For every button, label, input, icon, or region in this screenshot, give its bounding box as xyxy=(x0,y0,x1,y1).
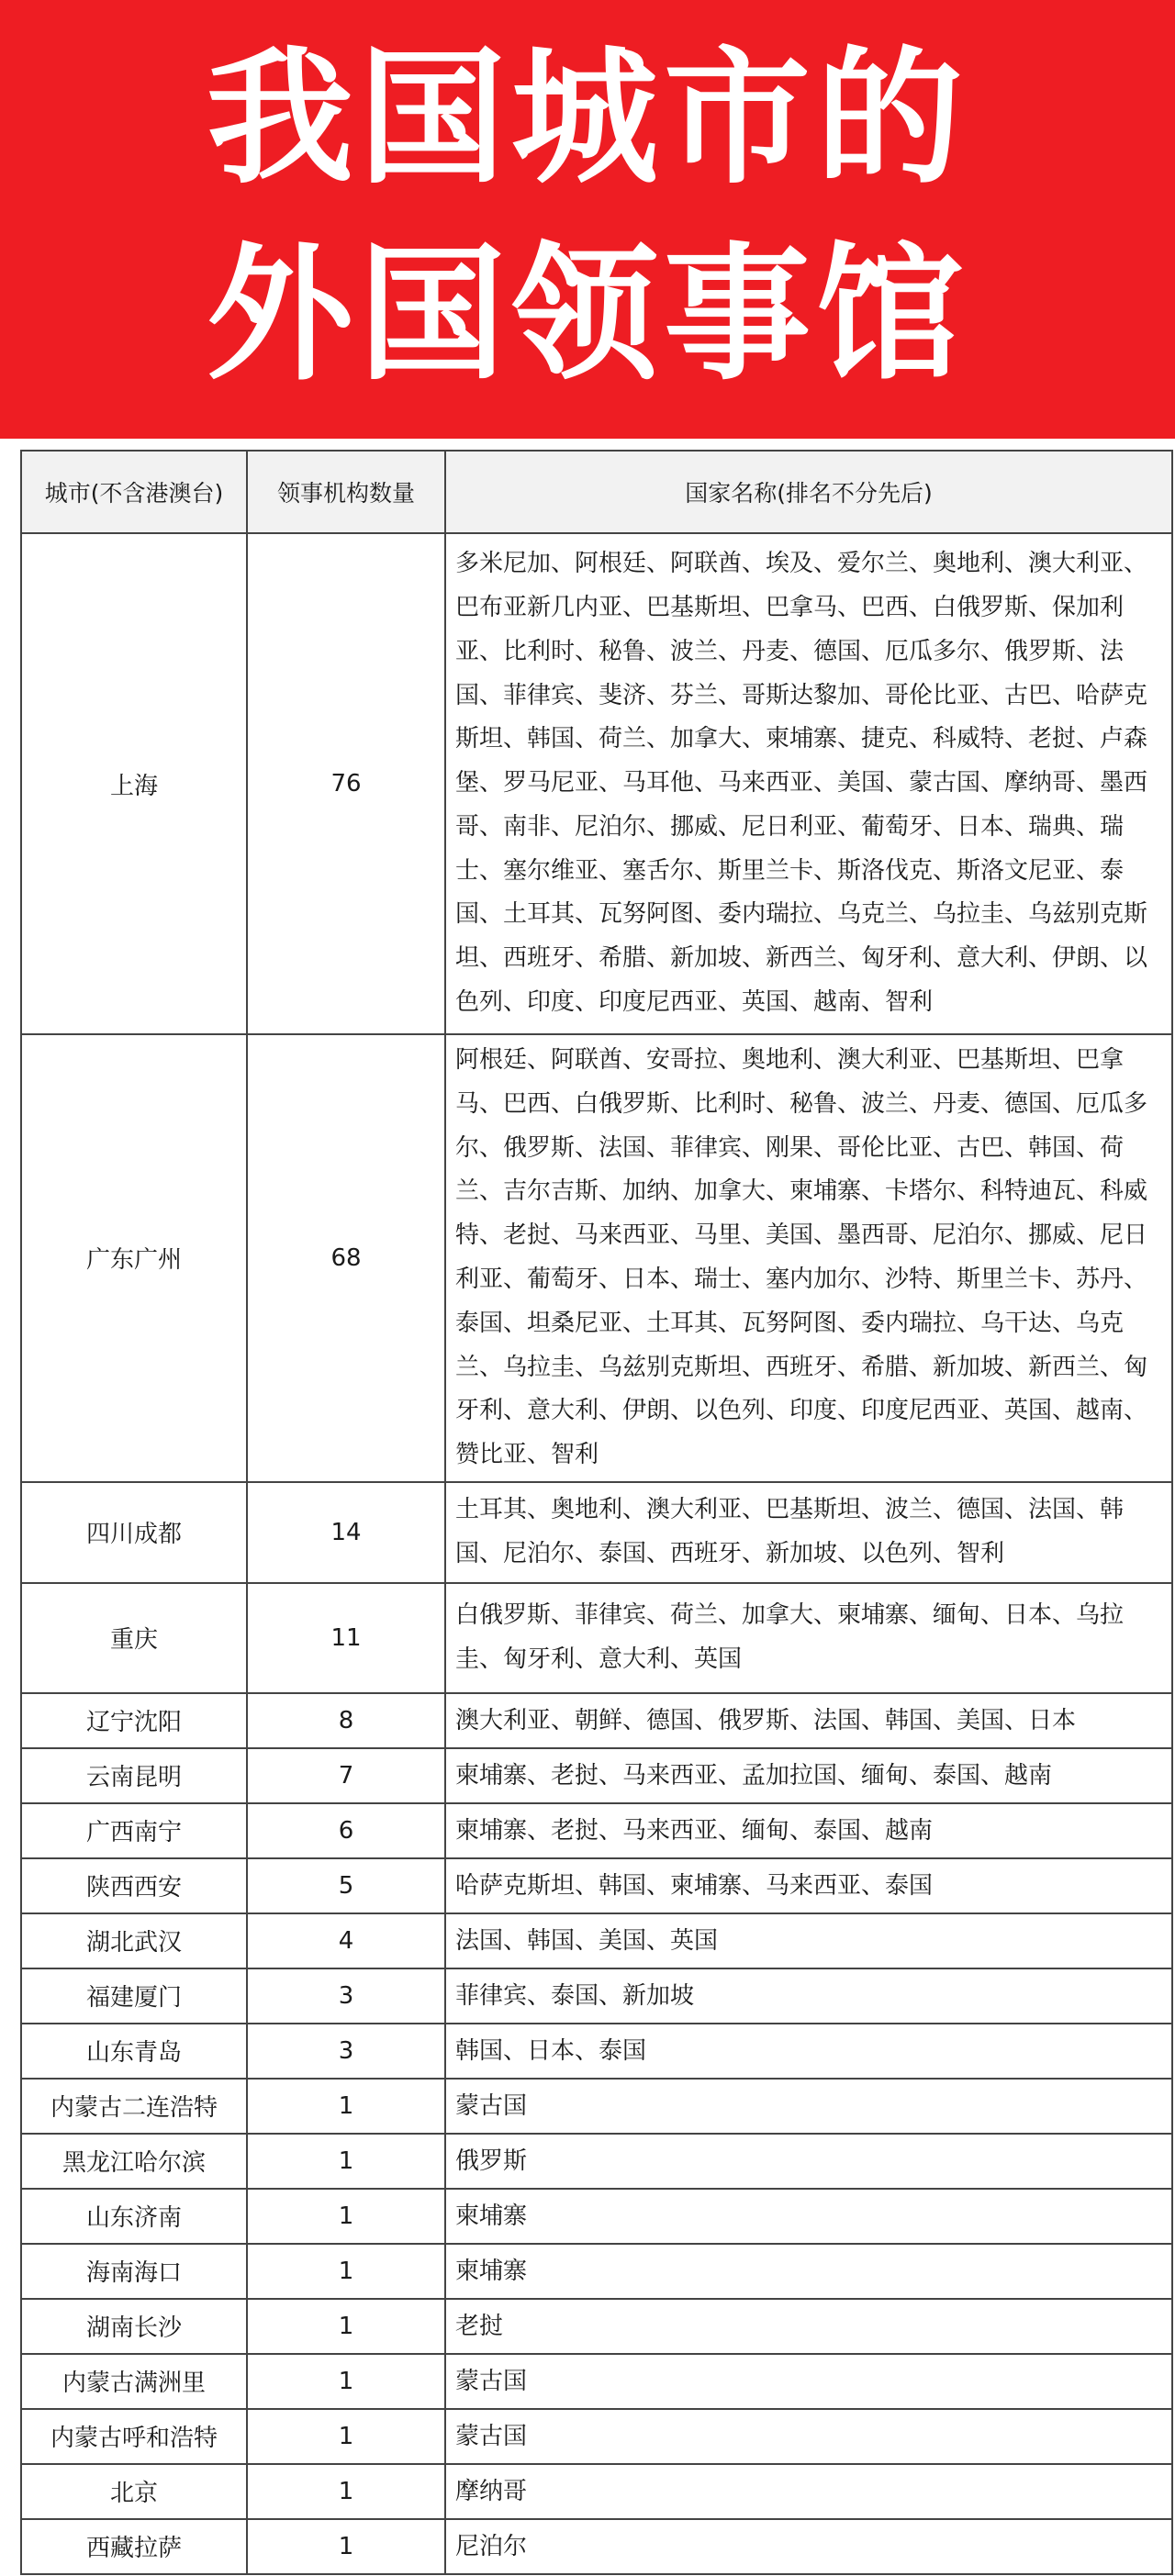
table-row xyxy=(21,1034,1172,1482)
count-cell: 1 xyxy=(247,2464,445,2519)
city-cell: 四川成都 xyxy=(21,1482,247,1583)
count-cell: 68 xyxy=(247,1034,445,1482)
countries-cell: 哈萨克斯坦、韩国、柬埔寨、马来西亚、泰国 xyxy=(445,1858,1172,1913)
countries-cell: 蒙古国 xyxy=(445,2354,1172,2409)
countries-cell: 俄罗斯 xyxy=(445,2134,1172,2189)
count-cell: 1 xyxy=(247,2134,445,2189)
countries-cell: 土耳其、奥地利、澳大利亚、巴基斯坦、波兰、德国、法国、韩国、尼泊尔、泰国、西班牙、新加坡、以色列、智利 xyxy=(445,1482,1172,1583)
count-cell: 1 xyxy=(247,2354,445,2409)
city-cell: 陕西西安 xyxy=(21,1858,247,1913)
city-cell: 广东广州 xyxy=(21,1034,247,1482)
countries-cell: 柬埔寨、老挝、马来西亚、缅甸、泰国、越南 xyxy=(445,1803,1172,1858)
city-cell: 内蒙古二连浩特 xyxy=(21,2079,247,2134)
count-cell: 1 xyxy=(247,2079,445,2134)
count-cell: 6 xyxy=(247,1803,445,1858)
consulate-table-wrapper xyxy=(20,450,1171,2575)
count-cell: 1 xyxy=(247,2189,445,2244)
countries-cell: 阿根廷、阿联酋、安哥拉、奥地利、澳大利亚、巴基斯坦、巴拿马、巴西、白俄罗斯、比利时、秘鲁、波兰、丹麦、德国、厄瓜多尔、俄罗斯、法国、菲律宾、刚果、哥伦比亚、古巴、韩国、荷兰、吉尔吉斯、加纳、加拿大、柬埔寨、卡塔尔、科特迪瓦、科威特、老挝、马来西亚、马里、美国、墨西哥、尼泊尔、挪威、尼日利亚、葡萄牙、日本、瑞士、塞内加尔、沙特、斯里兰卡、苏丹、泰国、坦桑尼亚、土耳其、瓦努阿图、委内瑞拉、乌干达、乌克兰、乌拉圭、乌兹别克斯坦、西班牙、希腊、新加坡、新西兰、匈牙利、意大利、伊朗、以色列、印度、印度尼西亚、英国、越南、赞比亚、智利 xyxy=(445,1034,1172,1482)
table-row xyxy=(21,1968,1172,2024)
count-cell: 8 xyxy=(247,1693,445,1748)
countries-cell: 老挝 xyxy=(445,2299,1172,2354)
table-row xyxy=(21,2409,1172,2464)
countries-cell: 柬埔寨 xyxy=(445,2244,1172,2299)
table-row xyxy=(21,2354,1172,2409)
count-cell: 3 xyxy=(247,1968,445,2024)
consulate-table xyxy=(20,450,1173,2575)
city-cell: 辽宁沈阳 xyxy=(21,1693,247,1748)
countries-cell: 澳大利亚、朝鲜、德国、俄罗斯、法国、韩国、美国、日本 xyxy=(445,1693,1172,1748)
table-row xyxy=(21,1913,1172,1968)
table-row xyxy=(21,2299,1172,2354)
table-row xyxy=(21,2464,1172,2519)
countries-cell: 白俄罗斯、菲律宾、荷兰、加拿大、柬埔寨、缅甸、日本、乌拉圭、匈牙利、意大利、英国 xyxy=(445,1583,1172,1693)
count-cell: 1 xyxy=(247,2409,445,2464)
countries-cell: 多米尼加、阿根廷、阿联酋、埃及、爱尔兰、奥地利、澳大利亚、巴布亚新几内亚、巴基斯坦、巴拿马、巴西、白俄罗斯、保加利亚、比利时、秘鲁、波兰、丹麦、德国、厄瓜多尔、俄罗斯、法国、菲律宾、斐济、芬兰、哥斯达黎加、哥伦比亚、古巴、哈萨克斯坦、韩国、荷兰、加拿大、柬埔寨、捷克、科威特、老挝、卢森堡、罗马尼亚、马耳他、马来西亚、美国、蒙古国、摩纳哥、墨西哥、南非、尼泊尔、挪威、尼日利亚、葡萄牙、日本、瑞典、瑞士、塞尔维亚、塞舌尔、斯里兰卡、斯洛伐克、斯洛文尼亚、泰国、土耳其、瓦努阿图、委内瑞拉、乌克兰、乌拉圭、乌兹别克斯坦、西班牙、希腊、新加坡、新西兰、匈牙利、意大利、伊朗、以色列、印度、印度尼西亚、英国、越南、智利 xyxy=(445,533,1172,1034)
city-cell: 北京 xyxy=(21,2464,247,2519)
countries-cell: 柬埔寨 xyxy=(445,2189,1172,2244)
title-line-2: 外国领事馆 xyxy=(206,228,968,400)
header-count: 领事机构数量 xyxy=(247,451,445,533)
countries-cell: 蒙古国 xyxy=(445,2409,1172,2464)
count-cell: 4 xyxy=(247,1913,445,1968)
count-cell: 1 xyxy=(247,2299,445,2354)
countries-cell: 韩国、日本、泰国 xyxy=(445,2024,1172,2079)
count-cell: 14 xyxy=(247,1482,445,1583)
count-cell: 5 xyxy=(247,1858,445,1913)
city-cell: 重庆 xyxy=(21,1583,247,1693)
count-cell: 1 xyxy=(247,2244,445,2299)
title-banner xyxy=(0,0,1175,439)
countries-cell: 摩纳哥 xyxy=(445,2464,1172,2519)
table-row xyxy=(21,1482,1172,1583)
city-cell: 内蒙古满洲里 xyxy=(21,2354,247,2409)
countries-cell: 尼泊尔 xyxy=(445,2519,1172,2574)
count-cell: 76 xyxy=(247,533,445,1034)
city-cell: 山东青岛 xyxy=(21,2024,247,2079)
city-cell: 内蒙古呼和浩特 xyxy=(21,2409,247,2464)
city-cell: 山东济南 xyxy=(21,2189,247,2244)
city-cell: 福建厦门 xyxy=(21,1968,247,2024)
city-cell: 海南海口 xyxy=(21,2244,247,2299)
city-cell: 黑龙江哈尔滨 xyxy=(21,2134,247,2189)
countries-cell: 菲律宾、泰国、新加坡 xyxy=(445,1968,1172,2024)
table-row xyxy=(21,1748,1172,1803)
city-cell: 西藏拉萨 xyxy=(21,2519,247,2574)
countries-cell: 蒙古国 xyxy=(445,2079,1172,2134)
count-cell: 1 xyxy=(247,2519,445,2574)
table-row xyxy=(21,2134,1172,2189)
city-cell: 湖北武汉 xyxy=(21,1913,247,1968)
city-cell: 湖南长沙 xyxy=(21,2299,247,2354)
count-cell: 11 xyxy=(247,1583,445,1693)
table-row xyxy=(21,2244,1172,2299)
count-cell: 7 xyxy=(247,1748,445,1803)
header-countries: 国家名称(排名不分先后) xyxy=(445,451,1172,533)
table-row xyxy=(21,1803,1172,1858)
table-row xyxy=(21,1693,1172,1748)
city-cell: 广西南宁 xyxy=(21,1803,247,1858)
table-row xyxy=(21,2024,1172,2079)
header-city: 城市(不含港澳台) xyxy=(21,451,247,533)
city-cell: 上海 xyxy=(21,533,247,1034)
countries-cell: 法国、韩国、美国、英国 xyxy=(445,1913,1172,1968)
table-row xyxy=(21,533,1172,1034)
table-header-row xyxy=(21,451,1172,533)
count-cell: 3 xyxy=(247,2024,445,2079)
countries-cell: 柬埔寨、老挝、马来西亚、孟加拉国、缅甸、泰国、越南 xyxy=(445,1748,1172,1803)
table-row xyxy=(21,1583,1172,1693)
table-row xyxy=(21,2079,1172,2134)
table-row xyxy=(21,2189,1172,2244)
table-row xyxy=(21,1858,1172,1913)
title-line-1: 我国城市的 xyxy=(206,31,968,204)
city-cell: 云南昆明 xyxy=(21,1748,247,1803)
table-row xyxy=(21,2519,1172,2574)
